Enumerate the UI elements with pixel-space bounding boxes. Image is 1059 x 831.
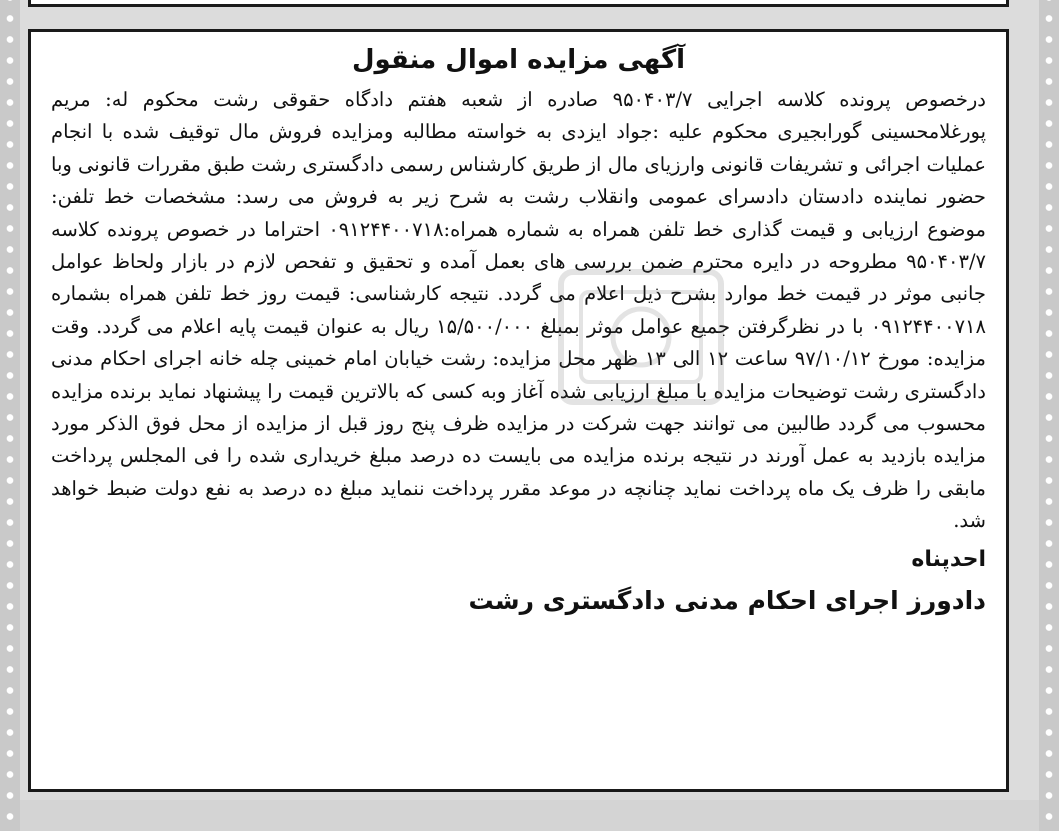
notice-title: آگهی مزایده اموال منقول [351,45,686,75]
right-dotted-strip [1039,0,1059,831]
signer-name: احدپناه [911,546,986,572]
left-dotted-strip [0,0,20,831]
auction-notice [28,29,1009,792]
previous-notice-frame [28,0,1009,7]
issuing-office: دادورز اجرای احکام مدنی دادگستری رشت [468,585,986,615]
bottom-band [20,800,1039,831]
notice-body: درخصوص پرونده کلاسه اجرایی ۹۵۰۴۰۳/۷ صادره از شعبه هفتم دادگاه حقوقی رشت محکوم له: مریم پورغلامحسینی گورابجیری محکوم علیه :جواد ایزدی به خواسته مطالبه ومزایده فروش مال توقیف شده با انجام عملیات اجرائی و تشریفات قانونی وارزیای مال از طریق کارشناس رسمی دادگستری رشت طبق مقررات قانونی وبا حضور نماینده دادستان دادسرای عمومی وانقلاب رشت به شرح زیر به فروش می رسد: مشخصات خط تلفن: موضوع ارزیابی و قیمت گذاری خط تلفن همراه به شماره همراه:۰۹۱۲۴۴۰۰۷۱۸ احتراما در خصوص پرونده کلاسه ۹۵۰۴۰۳/۷ مطروحه در دایره محترم ضمن بررسی های بعمل آمده و تحقیق و تفحص لازم در بازار ولحاظ عوامل جانبی موثر در قیمت خط موارد بشرح ذیل اعلام می گردد. نتیجه کارشناسی: قیمت روز خط تلفن همراه بشماره ۰۹۱۲۴۴۰۰۷۱۸ با در نظرگرفتن جمیع عوامل موثر بمبلغ ۱۵/۵۰۰/۰۰۰ ریال به عنوان قیمت پایه اعلام می گردد. وقت مزایده: مورخ ۹۷/۱۰/۱۲ ساعت ۱۲ الی ۱۳ ظهر محل مزایده: رشت خیابان امام خمینی چله خانه اجرای احکام مدنی دادگستری رشت توضیحات مزایده با مبلغ ارزیابی شده آغاز وبه کسی که بالاترین قیمت را پیشنهاد نماید برنده مزایده محسوب می گردد طالبین می توانند جهت شرکت در مزایده ظرف پنج روز قبل از مزایده از محل فوق الذکر مورد مزایده بازدید به عمل آورند در نتیجه برنده مزایده می بایست ده درصد مبلغ خریداری شده را فی المجلس پرداخت مابقی را ظرف یک ماه پرداخت نماید چنانچه در موعد مقرر پرداخت ننماید مبلغ ده درصد به نفع دولت ضبط خواهد شد. [51,88,986,533]
